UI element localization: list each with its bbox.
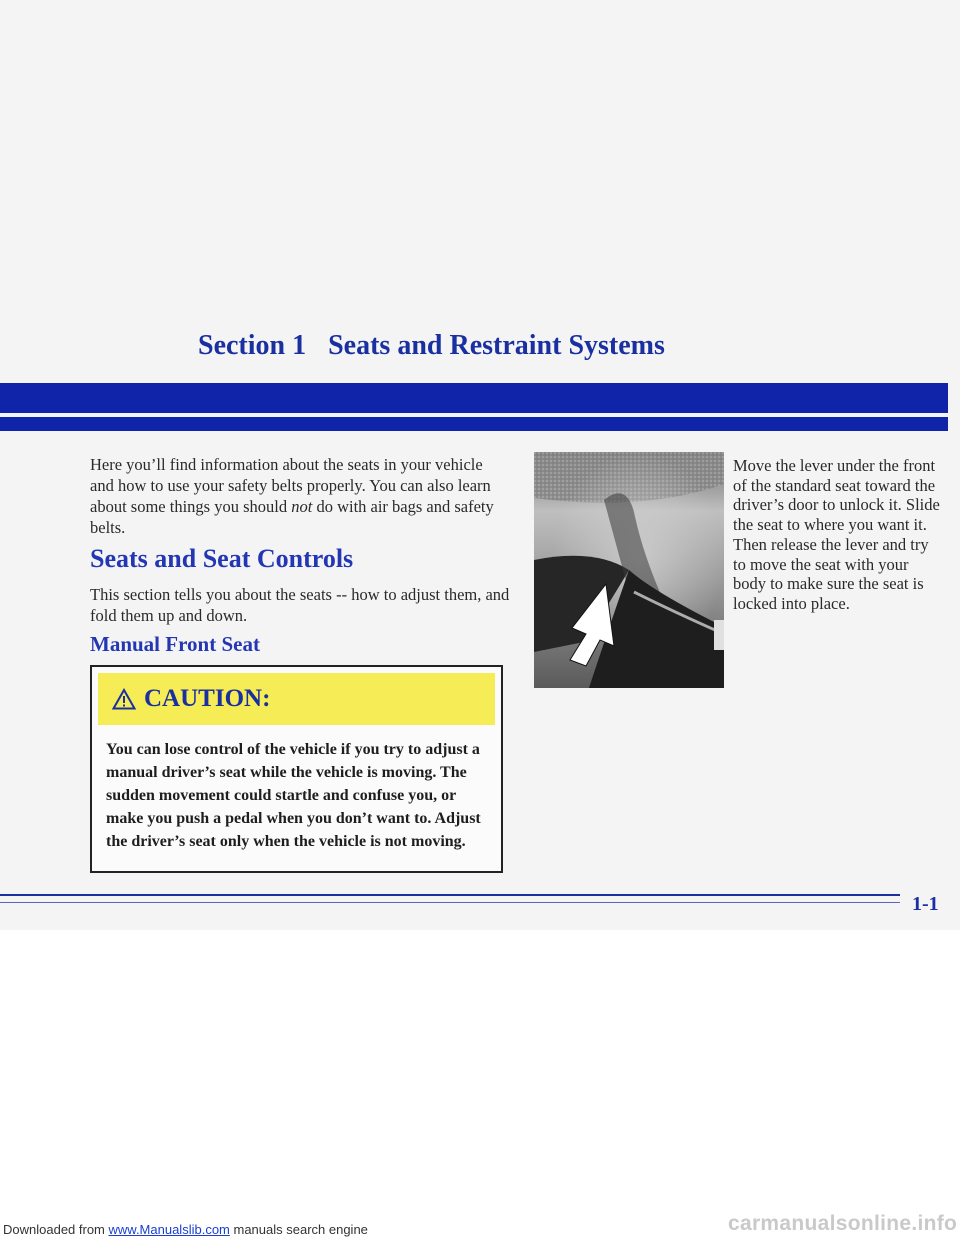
caution-text: You can lose control of the vehicle if you try to adjust a manual driver’s seat while the vehicle is moving. The sudden movement could startle and confuse you, or make you push a pedal when you don’t want to. Adjust the driver’s seat only when the vehicle is not moving. — [106, 741, 481, 850]
seat-lever-photo — [534, 452, 724, 688]
download-banner: Downloaded from www.Manualslib.com manuals search engine — [3, 1222, 368, 1237]
footer-rule — [0, 894, 900, 896]
intro-emphasis: not — [291, 497, 313, 516]
warning-triangle-icon — [112, 688, 136, 710]
lever-instructions: Move the lever under the front of the standard seat toward the driver’s door to unlock it. Slide the seat to where you want it. Then release the lever and try to move the seat with your body to make sure the seat is locked into place. — [733, 456, 940, 613]
caution-label: CAUTION: — [144, 685, 271, 712]
seats-description: This section tells you about the seats -- how to adjust them, and fold them up and down. — [90, 585, 510, 625]
caution-box — [90, 665, 503, 873]
header-band-top — [0, 383, 948, 413]
footer-rule-thin — [0, 902, 900, 903]
page-number: 1-1 — [912, 893, 939, 915]
section-number: Section 1 — [198, 330, 307, 361]
header-band-bottom — [0, 417, 948, 431]
seats-heading: Seats and Seat Controls — [90, 544, 354, 573]
section-name: Seats and Restraint Systems — [328, 330, 665, 361]
watermark: carmanualsonline.info — [728, 1212, 958, 1235]
manualslib-link[interactable]: www.Manualslib.com — [108, 1222, 230, 1237]
page-title — [0, 330, 960, 362]
caution-header — [98, 673, 495, 725]
manual-front-seat-heading: Manual Front Seat — [90, 632, 260, 656]
intro-paragraph: Here you’ll find information about the seats in your vehicle and how to use your safety belts properly. You can also learn about some things you should not do with air bags and safety belts. — [90, 455, 494, 537]
